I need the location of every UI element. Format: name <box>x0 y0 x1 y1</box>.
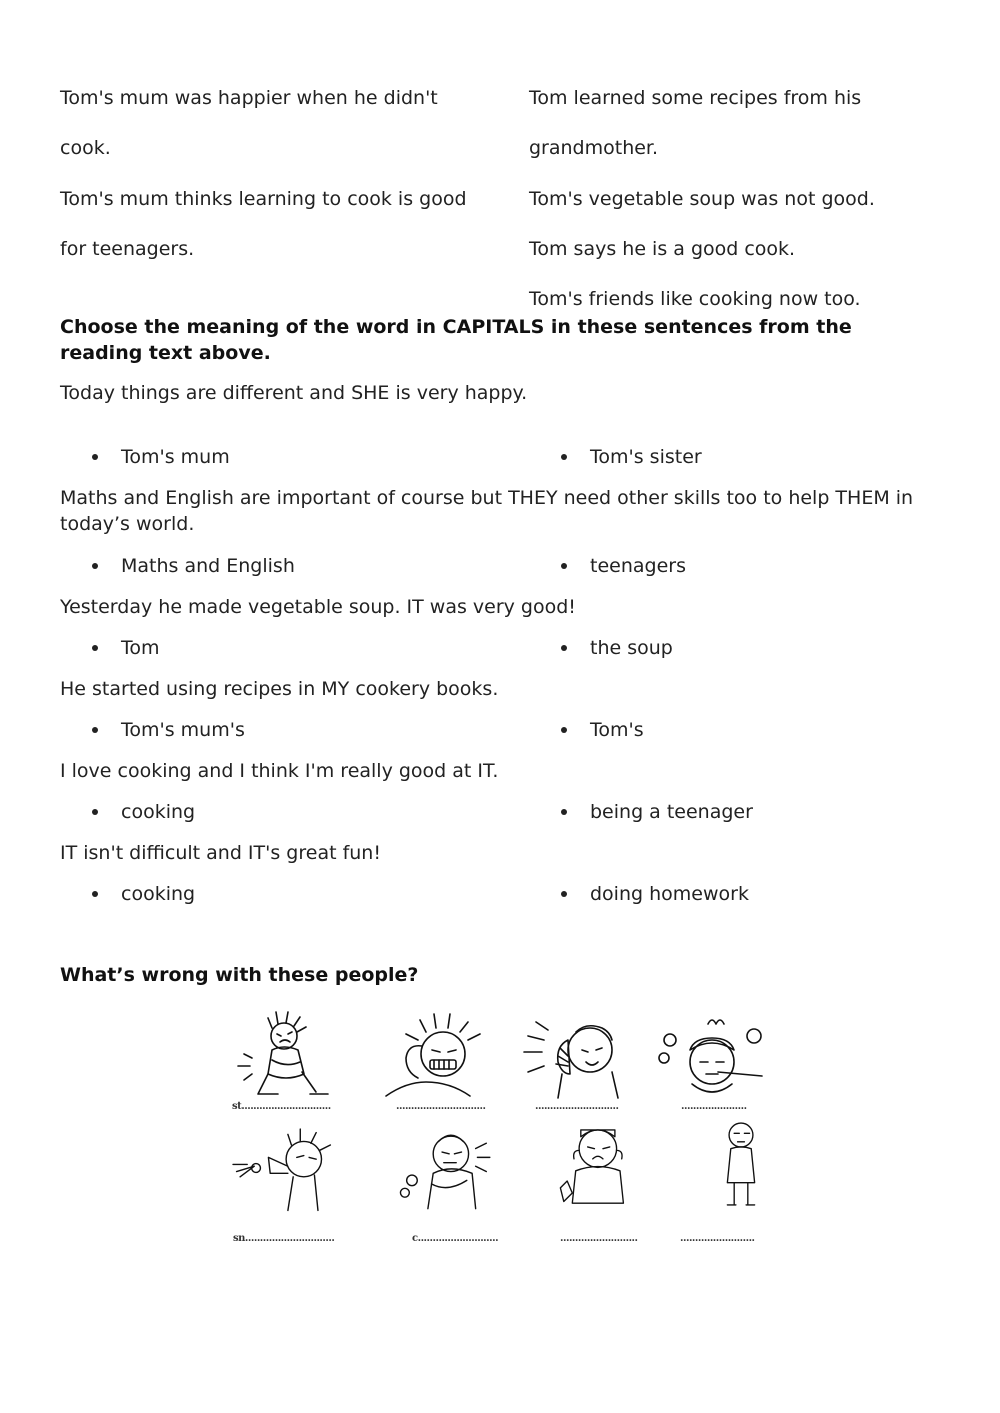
statement-left-1-cont: cook. <box>60 137 111 159</box>
answer-blank[interactable]: ......................... <box>680 1233 755 1244</box>
question-sentence: Maths and English are important of course but THEY need other skills too to help THEM in today’s world. <box>60 487 914 535</box>
bullet <box>561 454 567 460</box>
option-label[interactable]: Maths and English <box>121 555 295 577</box>
headache-icon <box>378 1010 508 1102</box>
sneeze-icon <box>222 1122 352 1214</box>
bullet <box>92 891 98 897</box>
toothache-icon <box>532 1118 662 1210</box>
question-sentence: He started using recipes in MY cookery books. <box>60 678 499 700</box>
bullet <box>92 727 98 733</box>
meaning-instruction: Choose the meaning of the word in CAPITALS in these sentences from the reading text above. <box>60 316 852 364</box>
option-label[interactable]: the soup <box>590 637 673 659</box>
question-sentence: I love cooking and I think I'm really good at IT. <box>60 760 499 782</box>
option-label[interactable]: Tom's <box>590 719 644 741</box>
fever-icon <box>650 1010 780 1102</box>
statement-right-4: Tom's friends like cooking now too. <box>529 288 861 310</box>
option-label[interactable]: Tom's mum's <box>121 719 245 741</box>
answer-blank[interactable]: ............................ <box>535 1101 619 1112</box>
question-sentence: IT isn't difficult and IT's great fun! <box>60 842 381 864</box>
cough-icon <box>385 1122 515 1214</box>
statement-right-3: Tom says he is a good cook. <box>529 238 796 260</box>
option-label[interactable]: cooking <box>121 801 196 823</box>
statement-left-2: Tom's mum thinks learning to cook is good <box>60 188 467 210</box>
tired-icon <box>676 1118 806 1210</box>
bullet <box>92 645 98 651</box>
illness-heading: What’s wrong with these people? <box>60 964 419 986</box>
statement-left-2-cont: for teenagers. <box>60 238 195 260</box>
bullet <box>561 727 567 733</box>
option-label[interactable]: being a teenager <box>590 801 753 823</box>
answer-blank[interactable]: .............................. <box>396 1101 486 1112</box>
bullet <box>92 454 98 460</box>
bullet <box>92 563 98 569</box>
option-label[interactable]: Tom's mum <box>121 446 230 468</box>
earache-icon <box>518 1010 648 1102</box>
answer-blank[interactable]: sn.............................. <box>233 1233 335 1244</box>
option-label[interactable]: doing homework <box>590 883 749 905</box>
answer-blank[interactable]: st.............................. <box>232 1101 331 1112</box>
statement-right-2: Tom's vegetable soup was not good. <box>529 188 875 210</box>
option-label[interactable]: Tom <box>121 637 160 659</box>
bullet <box>561 645 567 651</box>
statement-right-1-cont: grandmother. <box>529 137 659 159</box>
option-label[interactable]: teenagers <box>590 555 686 577</box>
stomachache-icon <box>222 1010 352 1102</box>
option-label[interactable]: Tom's sister <box>590 446 702 468</box>
answer-blank[interactable]: ...................... <box>681 1101 747 1112</box>
option-label[interactable]: cooking <box>121 883 196 905</box>
bullet <box>561 891 567 897</box>
statement-right-1: Tom learned some recipes from his <box>529 87 862 109</box>
bullet <box>92 809 98 815</box>
bullet <box>561 809 567 815</box>
answer-blank[interactable]: .......................... <box>560 1233 638 1244</box>
question-sentence: Today things are different and SHE is very happy. <box>60 382 528 404</box>
statement-left-1: Tom's mum was happier when he didn't <box>60 87 438 109</box>
question-sentence: Yesterday he made vegetable soup. IT was very good! <box>60 596 576 618</box>
answer-blank[interactable]: c........................... <box>412 1233 499 1244</box>
bullet <box>561 563 567 569</box>
